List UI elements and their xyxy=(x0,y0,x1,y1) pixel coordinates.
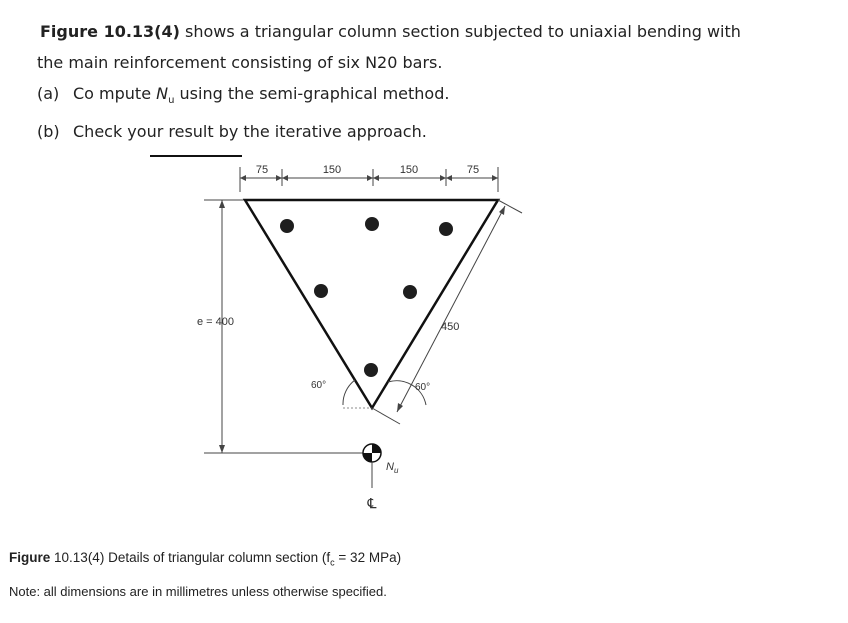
angle-left-label: 60° xyxy=(311,380,327,391)
part-a-var: N xyxy=(156,84,169,103)
figure-reference: Figure 10.13(4) xyxy=(40,22,180,41)
figure-caption xyxy=(9,550,401,568)
reinforcement-bars xyxy=(280,217,453,377)
load-label-n: N xyxy=(386,461,394,473)
bar xyxy=(365,217,379,231)
dimension-note: Note: all dimensions are in millimetres unless otherwise specified. xyxy=(9,584,387,599)
dim-top-2: 150 xyxy=(322,164,342,176)
part-a-post: using the semi-graphical method. xyxy=(174,84,450,103)
dim-top-1: 75 xyxy=(255,164,269,176)
dim-eccentricity: e = 400 xyxy=(197,316,235,328)
angle-arc-left xyxy=(343,380,355,405)
part-b-text: Check your result by the iterative approach. xyxy=(73,122,427,142)
part-b-label: (b) xyxy=(37,122,60,142)
bar xyxy=(439,222,453,236)
problem-line-1-text: shows a triangular column section subjected to uniaxial bending with xyxy=(179,22,741,41)
load-label-sub: u xyxy=(393,466,399,475)
load-point-symbol xyxy=(363,444,381,462)
part-a-label: (a) xyxy=(37,84,60,103)
part-a-sub: u xyxy=(168,95,175,107)
caption-tail: = 32 MPa) xyxy=(334,550,402,565)
part-a-pre: Co mpute xyxy=(73,84,157,103)
top-dimension-line xyxy=(240,167,498,192)
bar xyxy=(280,219,294,233)
problem-line-2: the main reinforcement consisting of six N20 bars. xyxy=(37,53,443,72)
caption-bold: Figure xyxy=(9,550,51,565)
caption-text: 10.13(4) Details of triangular column section (f xyxy=(54,550,331,565)
centreline-symbol: ℄ xyxy=(367,495,377,511)
bar xyxy=(403,285,417,299)
caption-sub: c xyxy=(330,557,335,568)
angle-right-label: 60° xyxy=(415,382,431,393)
dim-top-3: 150 xyxy=(399,164,419,176)
dim-top-4: 75 xyxy=(466,164,480,176)
bar xyxy=(314,284,328,298)
load-label xyxy=(386,461,399,475)
dim-side: 450 xyxy=(441,321,460,333)
bar xyxy=(364,363,378,377)
